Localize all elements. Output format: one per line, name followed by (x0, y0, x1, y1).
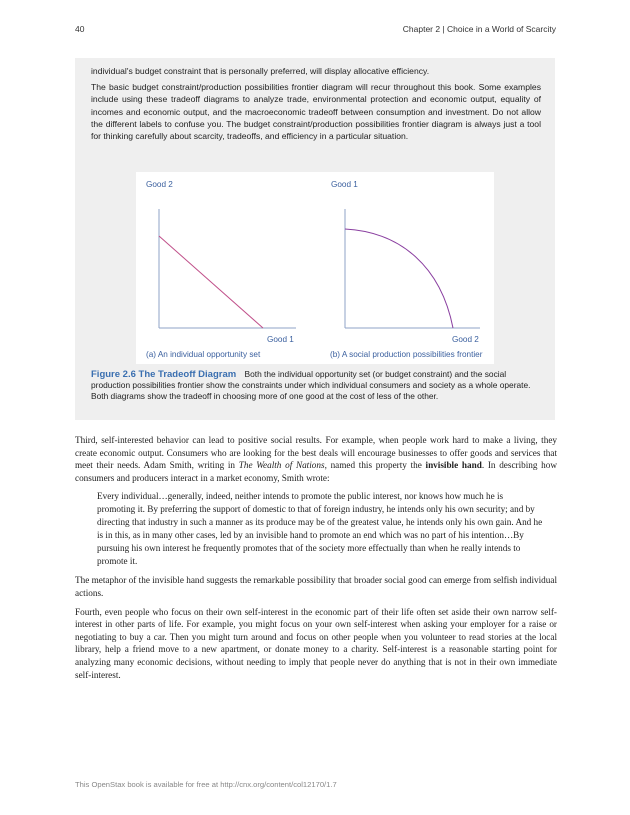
key-term: invisible hand (425, 460, 482, 471)
tradeoff-diagrams (136, 172, 494, 364)
body-paragraph-1-part-c: . In describing how consumers and producers interact in a market economy, Smith wrote: (75, 460, 557, 483)
footer: This OpenStax book is available for free at http://cnx.org/content/col12170/1.7 (75, 780, 337, 789)
body-text (75, 434, 557, 687)
chapter-header: Chapter 2 | Choice in a World of Scarcity (402, 24, 556, 34)
right-x-axis-label: Good 2 (452, 335, 479, 344)
body-paragraph-3: Fourth, even people who focus on their own self-interest in the economic part of their life often set aside their own narrow self-interest in other parts of life. For example, you might focus on your own self-interest when asking your employer for a raise or negotiating to buy a car. Then you might turn around and focus on other people when you volunteer to read stories at the local library, help a friend move to a new apartment, or donate money to a charity. Self-interest is a reasonable starting point for analyzing many economic decisions, without needing to imply that people never do anything that is not in their own immediate self-interest. (75, 606, 557, 680)
smith-quote: Every individual…generally, indeed, neither intends to promote the public interest, nor knows how much he is promoting it. By preferring the support of domestic to that of foreign industry, he intends only his own security; and by directing that industry in such a manner as its produce may be of the greatest value, he intends only his own gain. And he is in this, as in many other cases, led by an invisible hand to promote an end which was no part of his intention…By pursuing his own interest he frequently promotes that of the society more effectually than when he really intends to promote it. (97, 491, 543, 567)
left-y-axis-label: Good 2 (146, 180, 173, 189)
figure-caption-text: Both the individual opportunity set (or budget constraint) and the social production possibilities frontier show the constraints under which individual consumers and society as a whole operate. Both diagrams show the tradeoff in choosing more of one good at the cost of less of the other. (91, 369, 531, 402)
page-number: 40 (75, 24, 85, 34)
ppf-curve (345, 229, 453, 328)
body-paragraph-2: The metaphor of the invisible hand suggests the remarkable possibility that broader social good can emerge from selfish individual actions. (75, 575, 557, 598)
callout-paragraph-1: individual's budget constraint that is personally preferred, will display allocative efficiency. (91, 66, 430, 76)
left-x-axis-label: Good 1 (267, 335, 294, 344)
body-paragraph-1-part-b: , named this property the (324, 460, 426, 471)
body-paragraph-1-part-a: Third, self-interested behavior can lead to positive social results. For example, when people work hard to make a living, they create economic output. Consumers who are looking for the best deals will encourage businesses to offer goods and services that meet their needs. Adam Smith, writing in (75, 435, 557, 471)
body-paragraph-1 (75, 434, 557, 484)
tradeoff-figure (136, 172, 494, 364)
right-y-axis-label: Good 1 (331, 180, 358, 189)
figure-caption-title: Figure 2.6 The Tradeoff Diagram (91, 369, 237, 380)
book-title: The Wealth of Nations (238, 460, 325, 471)
figure-caption (91, 369, 541, 403)
budget-constraint-line (159, 236, 263, 328)
left-panel-caption: (a) An individual opportunity set (146, 350, 261, 359)
callout-paragraph-2: The basic budget constraint/production possibilities frontier diagram will recur throughout this book. Some examples include using these tradeoff diagrams to analyze trade, environmental protection and economic output, equality of incomes and economic output, and the macroeconomic tradeoff between consumption and investment. Do not allow the different labels to confuse you. The budget constraint/production possibilities frontier diagram is always just a tool for thinking carefully about scarcity, tradeoffs, and efficiency in a particular situation. (91, 82, 541, 142)
right-panel-caption: (b) A social production possibilities frontier (330, 350, 483, 359)
